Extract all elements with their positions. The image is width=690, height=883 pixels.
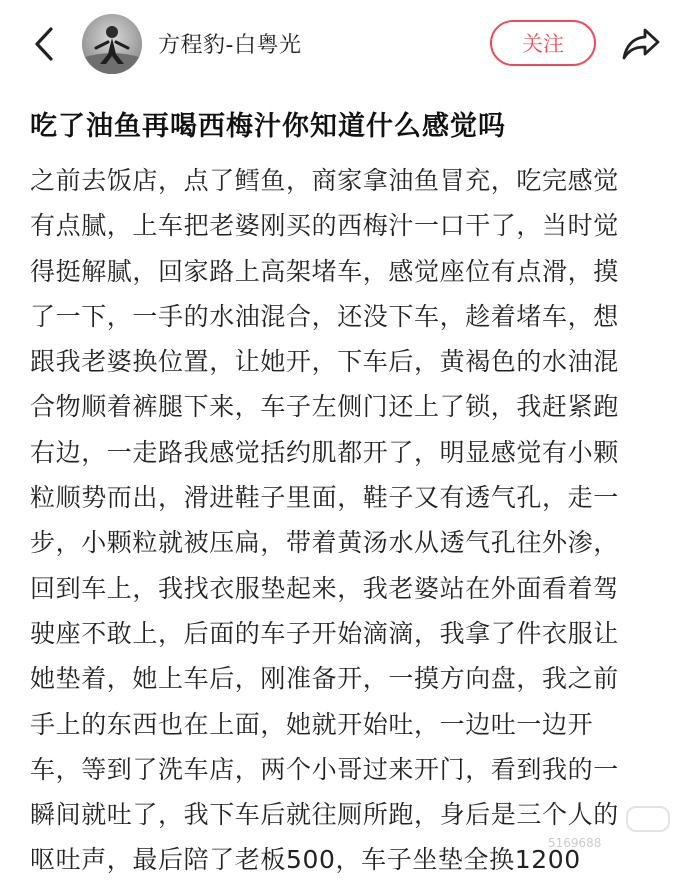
avatar-image xyxy=(82,14,142,74)
post-body-line: 了一下，一手的水油混合，还没下车，趁着堵车，想 xyxy=(30,301,619,331)
watermark-text: 5169688 xyxy=(548,836,602,850)
post-body-line: 手上的东西也在上面，她就开始吐，一边吐一边开 xyxy=(30,709,594,739)
post-body-line: 回到车上，我找衣服垫起来，我老婆站在外面看着驾 xyxy=(30,573,619,603)
post-body-line: 呕吐声，最后陪了老板500，车子坐垫全换1200 xyxy=(30,845,581,875)
post-body-line: 粒顺势而出，滑进鞋子里面，鞋子又有透气孔，走一 xyxy=(30,483,619,513)
top-bar xyxy=(0,0,690,88)
post-body-line: 之前去饭店，点了鳕鱼，商家拿油鱼冒充，吃完感觉 xyxy=(30,166,619,195)
post-body-line: 有点腻，上车把老婆刚买的西梅汁一口干了，当时觉 xyxy=(30,211,619,241)
post-body xyxy=(30,158,670,883)
share-button[interactable] xyxy=(618,24,664,64)
follow-button[interactable] xyxy=(490,20,596,66)
back-button[interactable] xyxy=(24,22,64,66)
watermark-logo xyxy=(626,806,670,832)
post-body-line: 右边，一走路我感觉括约肌都开了，明显感觉有小颗 xyxy=(30,437,619,467)
back-arrow-icon xyxy=(33,26,55,62)
post-body-line: 瞬间就吐了，我下车后就往厕所跑，身后是三个人的 xyxy=(30,800,619,830)
post-body-line: 跟我老婆换位置，让她开，下车后，黄褐色的水油混 xyxy=(30,347,619,377)
follow-button-label: 关注 xyxy=(522,32,564,56)
post-body-line: 合物顺着裤腿下来，车子左侧门还上了锁，我赶紧跑 xyxy=(30,392,619,422)
avatar[interactable] xyxy=(82,14,142,74)
post-body-line: 她垫着，她上车后，刚准备开，一摸方向盘，我之前 xyxy=(30,664,619,694)
post-body-line: 驶座不敢上，后面的车子开始滴滴，我拿了件衣服让 xyxy=(30,618,619,648)
share-icon xyxy=(621,27,661,61)
post-body-line: 步，小颗粒就被压扁，带着黄汤水从透气孔往外渗， xyxy=(30,528,619,558)
post-title: 吃了油鱼再喝西梅汁你知道什么感觉吗 xyxy=(30,111,506,142)
post-body-line: 得挺解腻，回家路上高架堵车，感觉座位有点滑，摸 xyxy=(30,256,619,286)
author-name[interactable]: 方程豹-白粤光 xyxy=(158,33,302,58)
post-body-line: 车，等到了洗车店，两个小哥过来开门，看到我的一 xyxy=(30,754,619,784)
